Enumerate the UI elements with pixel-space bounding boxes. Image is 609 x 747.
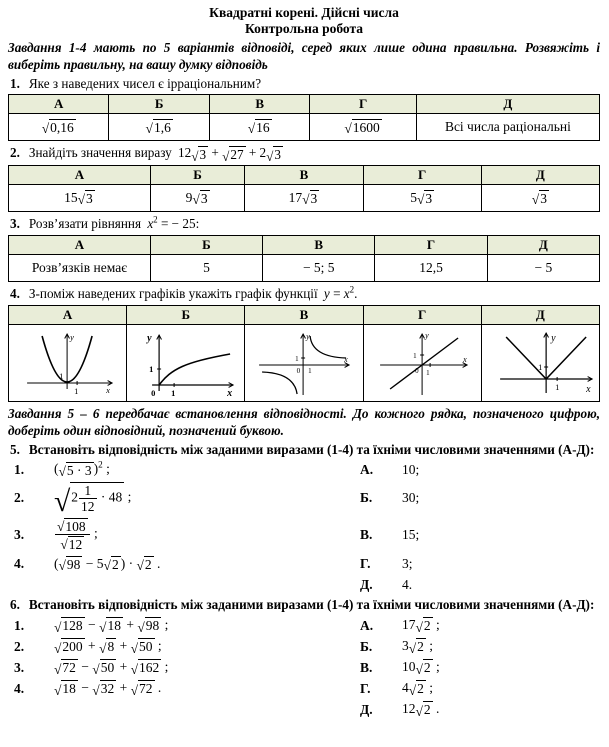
radical-sign-icon: √ <box>408 682 417 698</box>
match-row <box>14 638 600 656</box>
question-3-line <box>10 216 600 233</box>
radical-sign-icon: √ <box>54 619 62 635</box>
table-options-row <box>9 255 600 282</box>
radical-sign-icon: √ <box>145 121 153 137</box>
radical: √ 2 <box>408 639 424 656</box>
graph-label: 1 <box>308 366 312 375</box>
graph-label: 0 <box>151 387 156 398</box>
match-row <box>14 555 600 573</box>
question-4-graph-table <box>8 305 600 402</box>
radical: √ 3 <box>302 191 318 208</box>
radical-sign-icon: √ <box>344 121 352 137</box>
column-header-b: Б <box>150 235 262 254</box>
column-header-v: В <box>245 305 363 324</box>
option-value: 10; <box>402 462 420 478</box>
graph-label: 1 <box>425 368 430 377</box>
radical: √ 3 <box>416 191 433 208</box>
fraction <box>55 517 90 552</box>
graph-label: x <box>344 354 349 364</box>
radical-sign-icon: √ <box>247 121 256 137</box>
radical-sign-icon: √ <box>137 619 145 635</box>
radical: √ 3 <box>77 191 93 208</box>
question-2-expression: 12 √ 3 + √ 27 + 2 √ 3 <box>178 145 281 164</box>
radical: √ 2 <box>103 556 119 574</box>
question-4-number: 4. <box>10 286 20 302</box>
match-row <box>14 576 600 594</box>
column-header-v: В <box>209 95 309 114</box>
radical: √ 0,16 <box>41 120 74 137</box>
item-number: 4. <box>14 556 25 572</box>
item-expression: ( √ 5 · 3 )$^2$ ; <box>54 459 110 480</box>
radical-sign-icon: √ <box>136 558 144 574</box>
option-letter: Д. <box>360 577 373 593</box>
graph-label: y <box>70 331 74 342</box>
item-expression: √ 72 − √ 50 + √ 162 ; <box>54 659 169 677</box>
option-cell-g: 5 √ 3 <box>363 185 481 212</box>
option-letter: Б. <box>360 490 373 506</box>
option-letter: В. <box>360 526 373 542</box>
option-value: 10 √ 2 ; <box>402 659 440 677</box>
radical-sign-icon: √ <box>58 558 66 574</box>
radical-sign-icon: √ <box>266 148 274 164</box>
column-header-a: А <box>9 235 151 254</box>
item-number: 1. <box>14 617 25 633</box>
question-1-number: 1. <box>10 75 20 91</box>
graph-svg <box>11 327 124 399</box>
question-4-line <box>10 286 600 303</box>
question-6-matching <box>14 617 600 719</box>
radical-sign-icon: √ <box>302 192 310 208</box>
question-1-answer-table <box>8 94 600 141</box>
option-value: 4 √ 2 ; <box>402 680 434 698</box>
graph-label: x <box>462 354 467 364</box>
radical-sign-icon: √ <box>92 682 100 698</box>
radical-sign-icon: √ <box>415 703 423 719</box>
question-5-matching <box>14 461 600 594</box>
column-header-g: Г <box>375 235 487 254</box>
radical-sign-icon: √ <box>99 619 107 635</box>
question-5-line <box>10 442 600 459</box>
graph-square-root-curve <box>127 324 245 401</box>
radical-sign-icon: √ <box>130 661 139 677</box>
graph-svg <box>366 327 479 399</box>
radical: √ 3 <box>191 146 207 164</box>
option-value: 3 √ 2 ; <box>402 638 434 656</box>
item-number: 4. <box>14 680 25 696</box>
radical-sign-icon: √ <box>57 519 65 535</box>
graph-label: y <box>147 332 152 344</box>
radical: √ 5 · 3 <box>58 462 92 480</box>
option-cell-b <box>109 114 209 141</box>
column-header-g: Г <box>363 166 481 185</box>
item-expression: √ 18 − √ 32 + √ 72 . <box>54 680 162 698</box>
question-6-text: Встановіть відповідність між заданими виразами (1-4) та їхніми числовими значеннями (А-Д): <box>28 597 595 613</box>
graph-label: 1 <box>554 381 560 392</box>
instructions-tasks-5-6: Завдання 5 – 6 передбачає встановлення відповідності. До кожного рядка, позначеного цифрою, доберіть один відповідний, позначений буквою. <box>8 405 600 438</box>
graph-label: 0 <box>414 366 419 375</box>
radical-sign-icon: √ <box>41 121 50 137</box>
item-number: 3. <box>14 526 25 542</box>
graph-line <box>363 324 481 401</box>
curve <box>390 338 458 389</box>
option-letter: А. <box>360 462 374 478</box>
option-value: 17 √ 2 ; <box>402 617 440 635</box>
question-2-number: 2. <box>10 145 20 161</box>
column-header-b: Б <box>127 305 245 324</box>
option-cell-g: 12,5 <box>375 255 487 282</box>
graph-label: 1 <box>149 363 154 374</box>
curve <box>159 354 230 385</box>
question-1-text: Яке з наведених чисел є ірраціональним? <box>28 75 262 91</box>
column-header-d: Д <box>487 235 599 254</box>
graph-absolute-value <box>481 324 599 401</box>
option-letter: Б. <box>360 638 373 654</box>
option-cell-a: 15 √ 3 <box>9 185 151 212</box>
radical: √ 2 <box>136 556 152 574</box>
option-cell-a: Розв’язків немає <box>9 255 151 282</box>
radical-sign-icon: √ <box>531 192 540 208</box>
column-header-d: Д <box>416 95 599 114</box>
option-cell-v: − 5; 5 <box>263 255 375 282</box>
match-row <box>14 517 600 552</box>
graph-label: 1 <box>295 354 299 363</box>
column-header-v: В <box>245 166 363 185</box>
radical-sign-icon: √ <box>192 192 200 208</box>
graph-svg <box>129 327 242 399</box>
question-4-expression: $y = x^2$. <box>323 284 358 302</box>
radical: √ 1600 <box>344 120 380 137</box>
radical-sign-icon: √ <box>92 661 100 677</box>
radical: √ 2 <box>415 660 431 677</box>
question-2-text: Знайдіть значення виразу <box>28 145 172 161</box>
radical-sign-icon: √ <box>191 148 199 164</box>
graph-label: x <box>227 387 233 399</box>
option-cell-d: Всі числа раціональні <box>416 114 599 141</box>
option-cell-g <box>310 114 416 141</box>
radical: √ 3 <box>266 146 281 164</box>
graph-label: y <box>550 332 556 344</box>
column-header-a: А <box>9 166 151 185</box>
item-expression: √ 200 + √ 8 + √ 50 ; <box>54 638 162 656</box>
match-row <box>14 659 600 677</box>
question-2-line <box>10 145 600 163</box>
option-cell-b: 5 <box>150 255 262 282</box>
table-options-row <box>9 114 600 141</box>
column-header-a: А <box>9 95 109 114</box>
option-value: 30; <box>402 490 420 506</box>
radical-sign-icon: √ <box>54 682 62 698</box>
radical: √ 3 <box>531 191 547 208</box>
radical: √ 162 <box>130 660 160 677</box>
graph-label: 1 <box>171 387 176 398</box>
option-value: 3; <box>402 556 413 572</box>
radical-sign-icon: √ <box>415 619 423 635</box>
radical-sign-icon: √ <box>77 192 85 208</box>
option-value: 15; <box>402 526 420 542</box>
radical-sign-icon: √ <box>54 661 62 677</box>
item-expression: √ 108 √ 12 ; <box>57 519 98 553</box>
option-cell-a <box>9 114 109 141</box>
column-header-d: Д <box>481 305 599 324</box>
option-letter: Г. <box>360 556 371 572</box>
table-options-row <box>9 185 600 212</box>
graph-svg <box>484 327 597 399</box>
graph-parabola <box>9 324 127 401</box>
graph-hyperbola <box>245 324 363 401</box>
radical: √ 16 <box>247 120 270 137</box>
item-expression: √ 2 $\frac{1}{12}$ · 48 ; <box>54 483 132 519</box>
radical-sign-icon: √ <box>222 148 230 164</box>
radical-sign-icon: √ <box>415 661 423 677</box>
radical: √ 1,6 <box>145 120 171 137</box>
fraction: $\frac{1}{12}$ <box>81 483 95 515</box>
graph-label: 1 <box>74 385 79 396</box>
radical: √ 8 <box>99 639 115 656</box>
item-number: 1. <box>14 462 25 478</box>
graph-label: 1 <box>537 361 543 372</box>
option-cell-d: − 5 <box>487 255 599 282</box>
option-letter: Д. <box>360 701 373 717</box>
table-header-row <box>9 305 600 324</box>
question-4-text: З-поміж наведених графіків укажіть графік функції <box>28 286 318 302</box>
radical-sign-icon: √ <box>103 558 111 574</box>
radical-sign-icon: √ <box>408 640 417 656</box>
option-cell-v <box>209 114 309 141</box>
column-header-b: Б <box>109 95 209 114</box>
radical: √ 200 <box>54 639 83 656</box>
question-1-line <box>10 76 600 93</box>
radical: √ 2 <box>415 618 431 635</box>
column-header-v: В <box>263 235 375 254</box>
option-cell-b: 9 √ 3 <box>150 185 245 212</box>
option-value: 4. <box>402 577 413 593</box>
radical: √ 27 <box>222 146 244 164</box>
option-letter: В. <box>360 659 373 675</box>
radical-sign-icon: √ <box>130 640 139 656</box>
radical-sign-icon: √ <box>99 640 107 656</box>
radical-sign-icon: √ <box>54 486 71 519</box>
radical: √ 108 <box>57 519 86 535</box>
match-row <box>14 482 600 519</box>
graph-label: x <box>585 383 591 395</box>
radical-sign-icon: √ <box>130 682 139 698</box>
match-row <box>14 680 600 698</box>
column-header-a: А <box>9 305 127 324</box>
graph-label: x <box>106 384 110 395</box>
item-expression: √ 128 − √ 18 + √ 98 ; <box>54 617 169 635</box>
radical: √ 128 <box>54 618 83 635</box>
graph-svg <box>247 327 360 399</box>
option-letter: Г. <box>360 680 371 696</box>
option-letter: А. <box>360 617 374 633</box>
radical: √ 2 $\frac{1}{12}$ · 48 <box>54 483 123 519</box>
radical-sign-icon: √ <box>54 640 62 656</box>
question-6-line <box>10 597 600 614</box>
option-value: 12 √ 2 . <box>402 701 440 719</box>
page-subtitle: Контрольна робота <box>244 20 364 36</box>
radical: √ 98 <box>137 618 160 635</box>
question-3-text: Розв’язати рівняння <box>28 216 142 232</box>
column-header-g: Г <box>363 305 481 324</box>
item-number: 3. <box>14 659 25 675</box>
radical: √ 3 <box>192 191 208 208</box>
question-3-answer-table <box>8 235 600 282</box>
radical: √ 12 <box>60 537 83 553</box>
table-graphs-row <box>9 324 600 401</box>
table-header-row <box>9 166 600 185</box>
column-header-g: Г <box>310 95 416 114</box>
question-3-expression: $x^2$ = − 25: <box>147 214 200 232</box>
match-row <box>14 701 600 719</box>
curve <box>310 336 346 358</box>
instructions-tasks-1-4: Завдання 1-4 мають по 5 варіантів відповіді, серед яких лише одина правильна. Розвяжіть і виберіть правильну, на вашу думку відповідь <box>8 39 600 72</box>
graph-label: 1 <box>59 370 64 381</box>
column-header-b: Б <box>150 166 245 185</box>
curve <box>262 372 297 394</box>
table-header-row <box>9 235 600 254</box>
question-6-number: 6. <box>10 597 20 613</box>
radical-sign-icon: √ <box>58 464 66 480</box>
radical: √ 98 <box>58 556 81 574</box>
question-5-text: Встановіть відповідність між заданими виразами (1-4) та їхніми числовими значеннями (А-Д): <box>28 441 595 457</box>
option-cell-v: 17 √ 3 <box>245 185 363 212</box>
match-row <box>14 461 600 479</box>
radical: √ 2 <box>408 681 424 698</box>
option-cell-d <box>481 185 599 212</box>
item-expression: ( √ 98 − 5 √ 2 ) · √ 2 . <box>54 555 161 574</box>
radical: √ 18 <box>54 681 76 698</box>
question-5-number: 5. <box>10 441 20 457</box>
radical: √ 50 <box>92 660 115 677</box>
graph-label: 1 <box>412 351 417 360</box>
radical: √ 32 <box>92 681 115 698</box>
table-header-row <box>9 95 600 114</box>
radical-sign-icon: √ <box>60 537 68 553</box>
radical: √ 50 <box>130 639 153 656</box>
radical: √ 2 <box>415 702 431 719</box>
radical-sign-icon: √ <box>416 192 425 208</box>
column-header-d: Д <box>481 166 599 185</box>
radical: √ 72 <box>54 660 76 677</box>
radical: √ 18 <box>99 618 121 635</box>
graph-label: y <box>306 331 311 341</box>
graph-label: y <box>424 330 429 340</box>
page-title: Квадратні корені. Дійсні числа <box>209 5 399 20</box>
item-number: 2. <box>14 490 25 506</box>
radical: √ 72 <box>130 681 153 698</box>
item-number: 2. <box>14 638 25 654</box>
question-2-answer-table <box>8 165 600 212</box>
question-3-number: 3. <box>10 216 20 232</box>
match-row <box>14 617 600 635</box>
graph-label: 0 <box>296 366 301 375</box>
